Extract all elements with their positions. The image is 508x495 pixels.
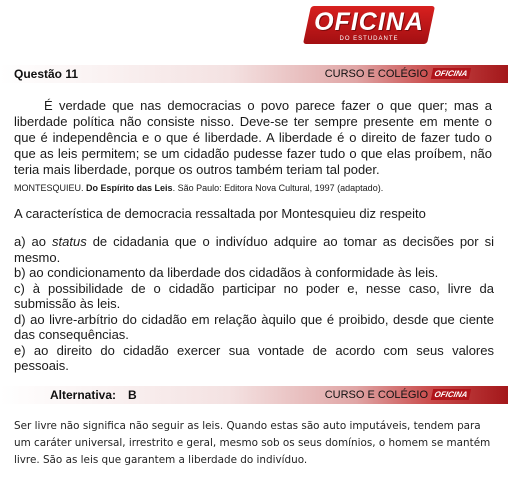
option-e: e) ao direito do cidadão exercer sua vontade de acordo com seus valores pessoais. (14, 342, 494, 373)
answer-value: B (128, 388, 137, 402)
answer-header-bar (0, 386, 508, 404)
source-citation (14, 183, 383, 193)
option-a-pre: a) ao (14, 234, 53, 249)
oficina-logo (307, 6, 431, 44)
logo-tagline: DO ESTUDANTE (339, 36, 399, 42)
course-label: CURSO E COLÉGIO (324, 68, 428, 80)
option-a-post: de cidadania que o indivíduo adquire ao tomar as decisões por si mesmo. (14, 234, 494, 265)
question-header-bar (0, 65, 508, 83)
explanation-text: Ser livre não significa não seguir as leis. Quando estas são auto imputáveis, tendem para um caráter universal, irrestrito e geral, mesmo sob os seus domínios, o homem se mantém livre. São as leis que garantem a liberdade do indivíduo. (14, 420, 491, 466)
option-c: c) à possibilidade de o cidadão participar no poder e, nesse caso, livre da submissão às leis. (14, 280, 494, 311)
answer-label: Alternativa: (50, 388, 117, 402)
options-list (14, 234, 494, 374)
mini-logo-2: OFICINA (431, 389, 471, 400)
option-d: d) ao livre-arbítrio do cidadão em relação àquilo que é proibido, desde que ciente das consequências. (14, 311, 494, 342)
source-title: Do Espírito das Leis (86, 183, 173, 193)
source-author: MONTESQUIEU. (14, 183, 84, 193)
source-rest: . São Paulo: Editora Nova Cultural, 1997 (adaptado). (172, 183, 384, 193)
option-b: b) ao condicionamento da liberdade dos cidadãos à conformidade às leis. (14, 265, 439, 280)
logo-name: OFICINA (314, 8, 424, 36)
option-a-emphasis: status (52, 234, 87, 249)
question-prompt: A característica de democracia ressaltada por Montesquieu diz respeito (14, 206, 426, 221)
quote-paragraph: É verdade que nas democracias o povo parece fazer o que quer; mas a liberdade política não consiste nisso. Deve-se ter sempre presente em mente o que é independência e o que é liberdade. A liberdade é o direito de fazer tudo o que as leis permitem; se um cidadão pudesse fazer tudo o que elas proíbem, não teria mais liberdade, porque os outros também teriam tal poder. (14, 98, 492, 177)
course-label-2: CURSO E COLÉGIO (324, 389, 428, 401)
question-label: Questão 11 (14, 67, 79, 81)
option-a (14, 234, 494, 265)
mini-logo: OFICINA (431, 68, 471, 79)
